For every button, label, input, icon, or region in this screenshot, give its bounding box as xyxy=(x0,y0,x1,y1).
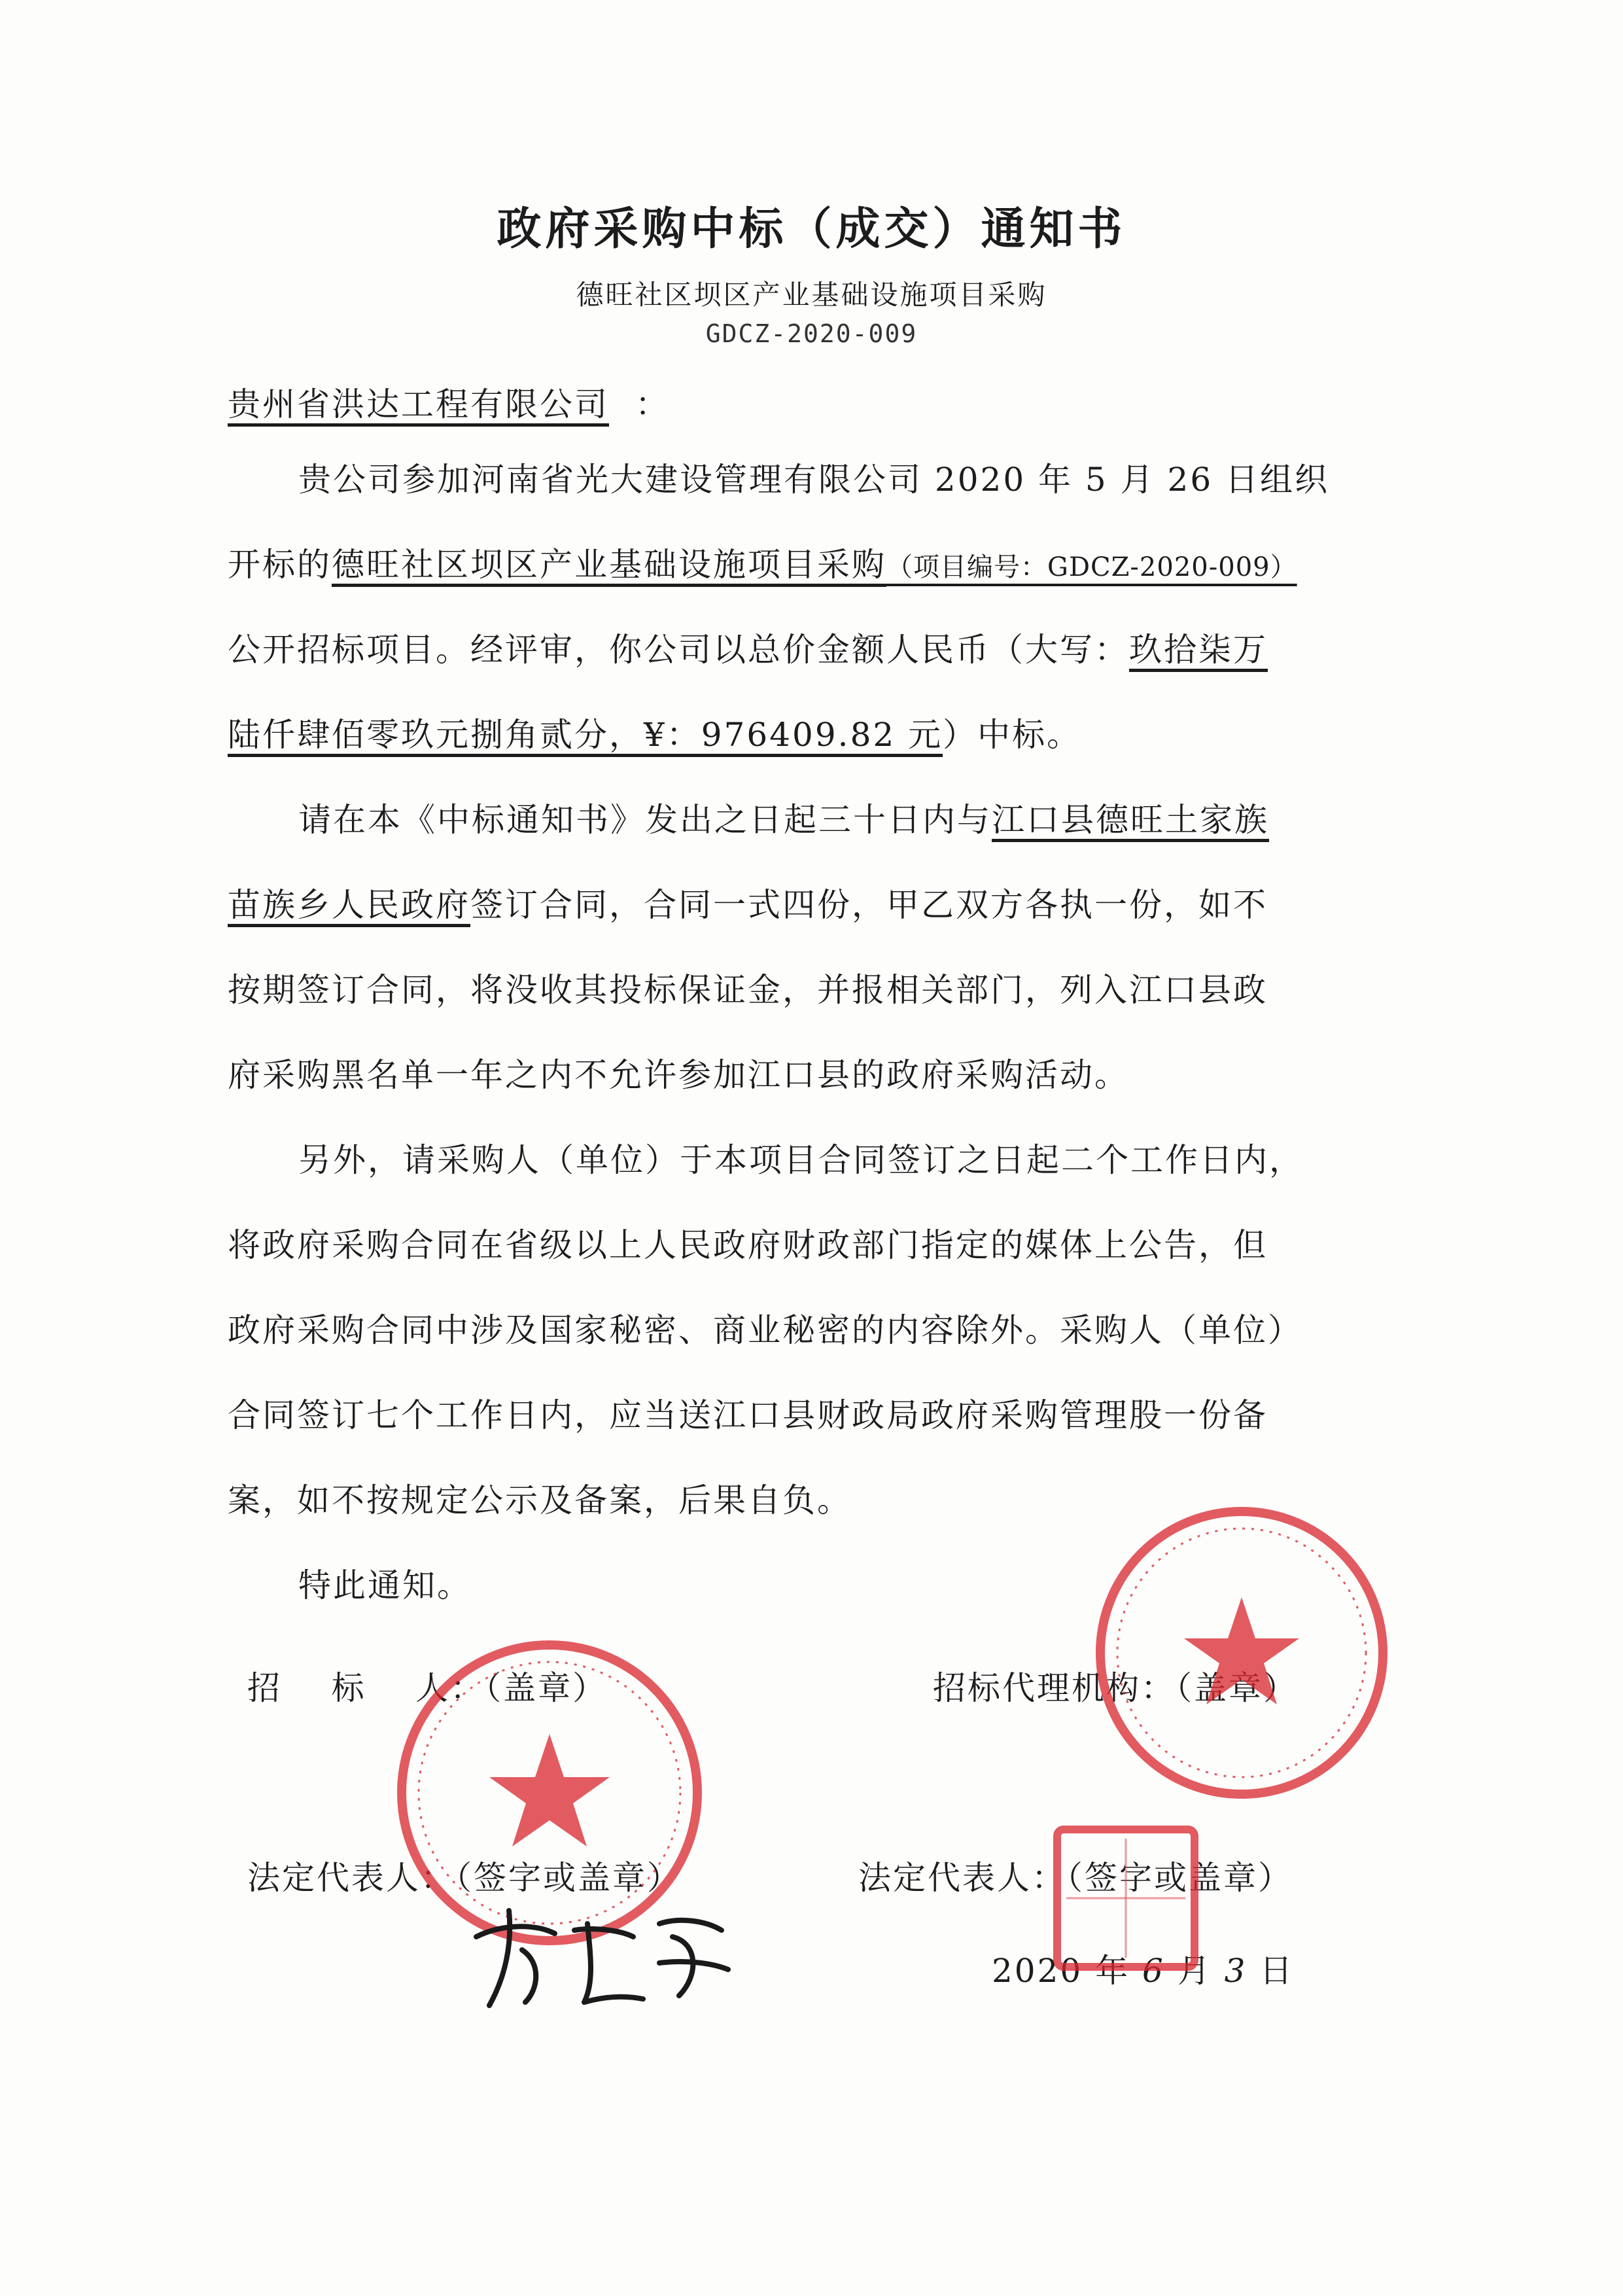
amount-figure: 陆仟肆佰零玖元捌角贰分，¥：976409.82 元 xyxy=(228,716,943,754)
purchaser-name: 江口县德旺土家族 xyxy=(992,801,1269,839)
tenderer-label: 招 标 人：（盖章） xyxy=(247,1669,608,1707)
recipient-colon: ： xyxy=(635,385,670,423)
body-line: 将政府采购合同在省级以上人民政府财政部门指定的媒体上公告，但 xyxy=(228,1226,1268,1264)
project-code-inline: （项目编号：GDCZ-2020-009） xyxy=(886,552,1297,582)
project-name-subtitle: 德旺社区坝区产业基础设施项目采购 xyxy=(576,279,1047,311)
legal-rep-left-label: 法定代表人：（签字或盖章） xyxy=(247,1859,682,1897)
body-line: 政府采购合同中涉及国家秘密、商业秘密的内容除外。采购人（单位） xyxy=(228,1311,1302,1349)
body-text: ）中标。 xyxy=(943,716,1082,754)
body-text: 开标的 xyxy=(228,546,332,584)
body-line: 府采购黑名单一年之内不允许参加江口县的政府采购活动。 xyxy=(228,1056,1129,1094)
body-line: 另外，请采购人（单位）于本项目合同签订之日起二个工作日内， xyxy=(298,1141,1304,1179)
body-line: 合同签订七个工作日内，应当送江口县财政局政府采购管理股一份备 xyxy=(228,1396,1268,1434)
body-line xyxy=(228,882,1369,928)
body-line: 按期签订合同，将没收其投标保证金，并报相关部门，列入江口县政 xyxy=(228,971,1268,1009)
date-day: 3 xyxy=(1224,1952,1248,1990)
project-code: GDCZ-2020-009 xyxy=(705,319,918,348)
body-text: 请在本《中标通知书》发出之日起三十日内与 xyxy=(298,801,992,839)
body-line: 贵公司参加河南省光大建设管理有限公司 2020 年 5 月 26 日组织 xyxy=(298,461,1330,499)
agency-label: 招标代理机构：（盖章） xyxy=(933,1669,1298,1707)
body-text: 公开招标项目。经评审，你公司以总价金额人民币（大写： xyxy=(228,631,1129,669)
recipient-name: 贵州省洪达工程有限公司 xyxy=(228,385,609,423)
date-day-suffix: 日 xyxy=(1259,1952,1295,1990)
date-month: 6 xyxy=(1142,1952,1165,1990)
date-month-suffix: 月 xyxy=(1177,1952,1212,1990)
recipient-line xyxy=(228,378,670,425)
amount-words: 玖拾柒万 xyxy=(1129,631,1268,669)
body-line xyxy=(228,542,1369,590)
signature-icon xyxy=(463,1898,738,2015)
personal-seal-icon xyxy=(1051,1823,1201,1973)
purchaser-name: 苗族乡人民政府 xyxy=(228,886,470,924)
date-year: 2020 年 xyxy=(992,1952,1130,1990)
body-line xyxy=(228,712,1369,758)
body-text: 签订合同，合同一式四份，甲乙双方各执一份，如不 xyxy=(470,886,1268,924)
project-name-inline: 德旺社区坝区产业基础设施项目采购 xyxy=(332,546,886,584)
notice-title: 政府采购中标（成交）通知书 xyxy=(497,203,1126,255)
agency-seal-icon xyxy=(1091,1502,1392,1803)
body-line: 案，如不按规定公示及备案，后果自负。 xyxy=(228,1481,852,1519)
body-line xyxy=(298,797,1369,843)
closing-line: 特此通知。 xyxy=(298,1566,472,1604)
legal-rep-right-label: 法定代表人：（签字或盖章） xyxy=(858,1859,1293,1897)
body-line xyxy=(228,627,1369,673)
